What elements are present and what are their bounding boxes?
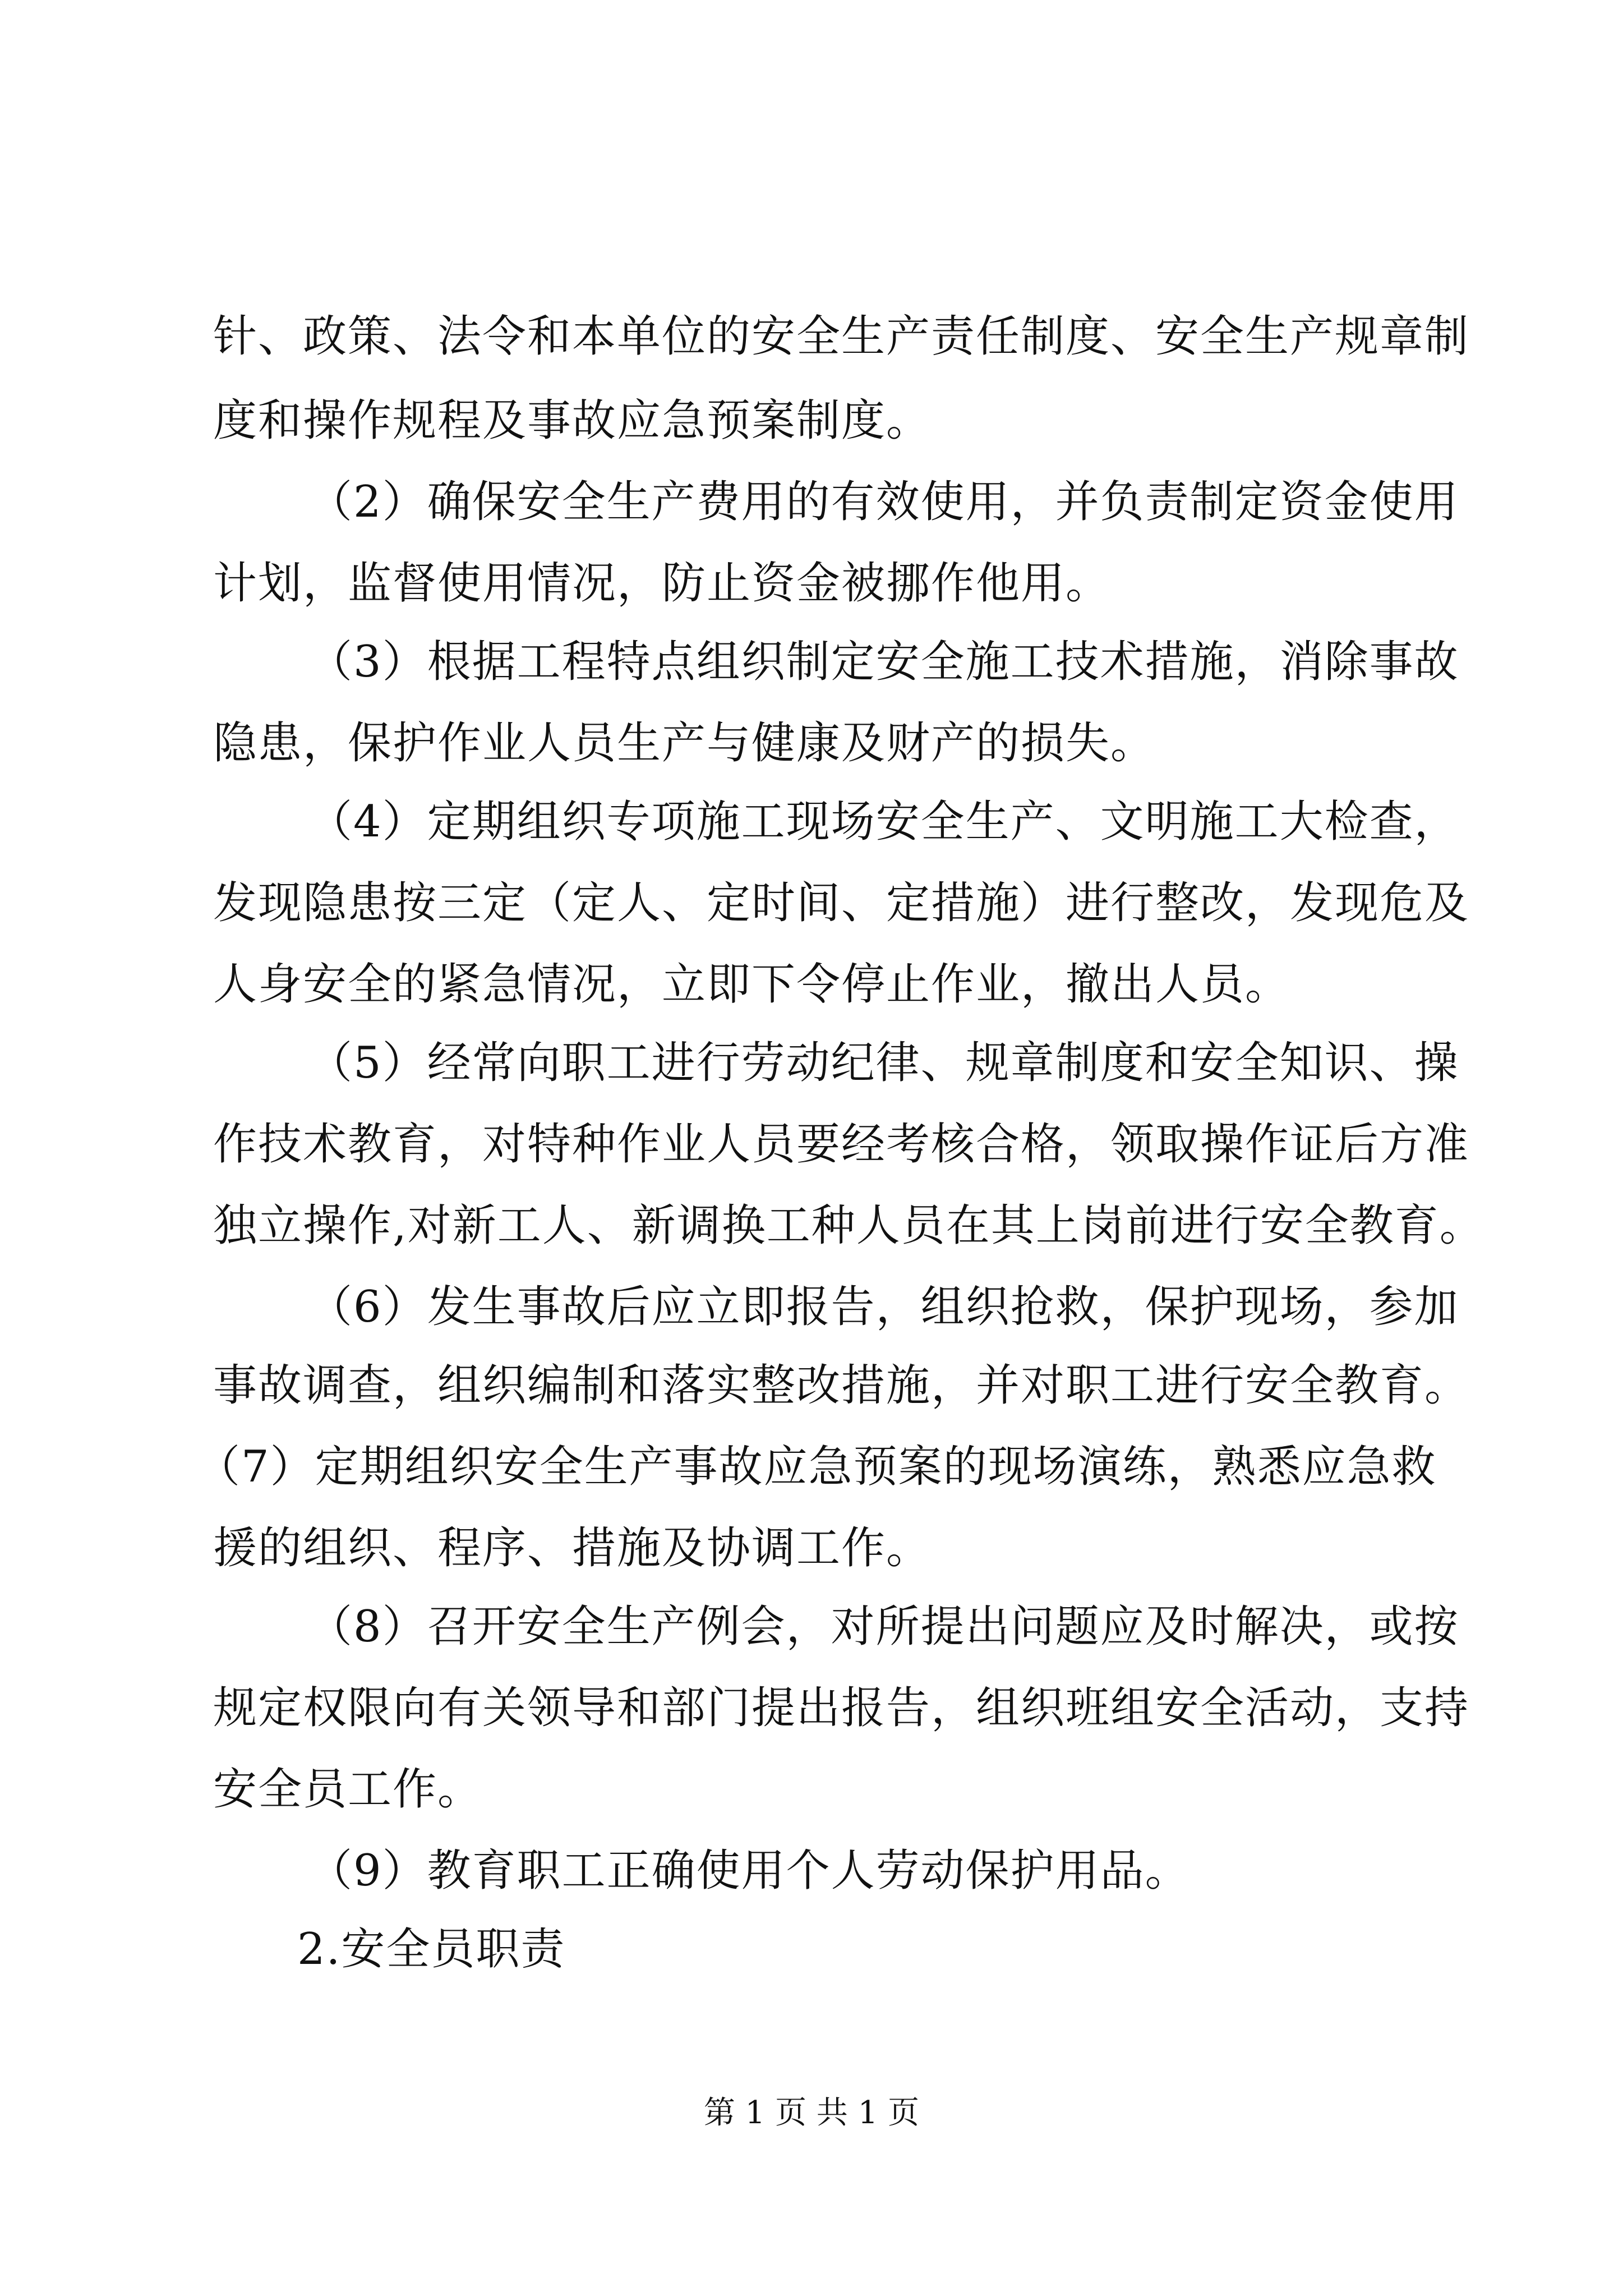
body-line-3: （2）确保安全生产费用的有效使用，并负责制定资金使用 xyxy=(308,477,1459,527)
page-footer: 第 1 页 共 1 页 xyxy=(703,2095,920,2131)
body-line-16: 援的组织、程序、措施及协调工作。 xyxy=(213,1523,932,1573)
body-line-13: （6）发生事故后应立即报告，组织抢救，保护现场，参加 xyxy=(308,1282,1459,1332)
body-line-2: 度和操作规程及事故应急预案制度。 xyxy=(213,395,932,446)
body-line-6: 隐患，保护作业人员生产与健康及财产的损失。 xyxy=(213,718,1156,769)
body-line-9: 人身安全的紧急情况，立即下令停止作业，撤出人员。 xyxy=(213,959,1290,1010)
body-line-12: 独立操作,对新工人、新调换工种人员在其上岗前进行安全教育。 xyxy=(213,1200,1484,1251)
body-line-11: 作技术教育，对特种作业人员要经考核合格，领取操作证后方准 xyxy=(213,1119,1470,1170)
body-line-1: 针、政策、法令和本单位的安全生产责任制度、安全生产规章制 xyxy=(213,311,1470,362)
body-line-4: 计划，监督使用情况，防止资金被挪作他用。 xyxy=(213,558,1111,609)
body-line-15: （7）定期组织安全生产事故应急预案的现场演练，熟悉应急救 xyxy=(196,1442,1437,1492)
body-line-18: 规定权限向有关领导和部门提出报告，组织班组安全活动，支持 xyxy=(213,1683,1470,1733)
section-heading: 2.安全员职责 xyxy=(297,1924,566,1975)
body-line-17: （8）召开安全生产例会，对所提出问题应及时解决，或按 xyxy=(308,1602,1459,1652)
body-line-8: 发现隐患按三定（定人、定时间、定措施）进行整改，发现危及 xyxy=(213,878,1470,928)
body-line-10: （5）经常向职工进行劳动纪律、规章制度和安全知识、操 xyxy=(308,1038,1459,1088)
body-line-20: （9）教育职工正确使用个人劳动保护用品。 xyxy=(308,1846,1190,1896)
body-line-14: 事故调查，组织编制和落实整改措施，并对职工进行安全教育。 xyxy=(213,1360,1470,1411)
body-line-7: （4）定期组织专项施工现场安全生产、文明施工大检查， xyxy=(308,797,1459,847)
body-line-5: （3）根据工程特点组织制定安全施工技术措施，消除事故 xyxy=(308,637,1459,687)
body-line-19: 安全员工作。 xyxy=(213,1764,483,1815)
